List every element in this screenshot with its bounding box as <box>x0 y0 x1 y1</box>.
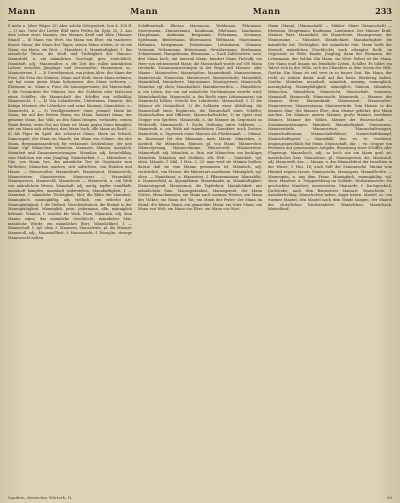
left-headword: Mann <box>8 6 36 16</box>
right-headword: Mann <box>252 6 281 16</box>
footer-source: Sanders, deutsches Wörterb. II. <box>8 495 73 500</box>
right-column-text: Mann (Mann), (Mannschaft) — Mäkler: Mann (Mannschaft) — Ehemann, Hauptmann, Kaufmann, Landmann. Der Männer Kraft, Mannes Wort. Mannsbild; die Mannsleute; Mannsperson; der Mannsname. — Mannheit, Männlichkeit, Mannhaftigkeit: die männliche Art, Tüchtigkeit, der männliche Mut. Mann heißt der Mensch männlichen Geschlechts nach erlangter Reife, im Gegensatz zu Weib, Knabe, Jüngling; dann der Ehemann, der Lehnsmann, der Soldat. Ein Mann, ein Wort. Selbst ist der Mann. Der Mann muß hinaus ins feindliche Leben. Schiller. Es bildet ein Talent sich in der Stille, sich ein Charakter in dem Strom der Welt. Goethe. Ein Mann ist viel wert in so teurer Zeit. Ein Mann, der recht zu wirken denkt, muß auf das beste Werkzeug halten. Goethe. Mannbar, mannhaft, männlich, mannig, mannigfach, mannigfaltig, Mannigfaltigkeit, männiglich, Männin, Männlein, Männchen, Mannlehen, Mannrecht, Mannschaft, Mannsen, Mannstoll, Mannsvolk, Mannszucht, Mannweib. — Mannes: des Mannes Herz; Manneskraft; Mannesmut; Mannesalter; Mannestreue; Mannesstamm; Manneswürde. Vom Manne: in des Mannes Sinn; des Mannes Ehre; dem Manne gebührt; den Mann machen. Die Männer: unsere Männer, große Männer, berühmte Männer, Männer des Volkes, Männer der Wissenschaft. — Zusammensetzungen: Mannheit, Mannhaftigkeit, Mannesmut, Manneswürde, Mannestreue; Mannschaftswagen; Mannschaftsraum; Mannschaftsführer; Mannschaftskampf; Mannschaftsgeist. — Mannsbild, das; -es, -er: veraltend, umgangssprachlich für Mann. Mannschaft, die; -, -en: Gruppe von Personen mit gemeinsamer Aufgabe, Besatzung eines Schiffes oder Flugzeugs. Mannshoch, adj.: so hoch wie ein Mann groß ist; mannshohes Gras. Mannsleute, pl.; Mannsperson, die; Mannstoll, adj. Mannweib, das. — Manna, n. das Himmelsbrot der Israeliten in der Wüste; 2 Mos. 16; auch Saft der Mannaesche. Manna vom Himmel regnen lassen. Mannaesche, Mannagras, Mannaflechte. — Mannequin, n. aus dem Franz. Mannigfach, mannigfaltig, vgl. oben. Manöver, n. Truppenübung im Gelände; Herbstmanöver; ein geschicktes Manöver; manövrieren. Mansarde, f. Dachgeschoß, Dachstube; nach dem Baumeister Mansart. Manschette, f. Ärmelaufschlag; Manschetten haben, Angst haben. Mantel, m.: ein warmer Mantel; den Mantel nach dem Winde hängen; der Mantel der christlichen Nächstenliebe; Mäntelchen, Mantelsack, Manteltarif. <box>268 24 392 212</box>
middle-column <box>138 24 262 494</box>
center-headword: Mann <box>130 6 159 16</box>
right-column <box>268 24 392 494</box>
text-columns <box>8 24 392 494</box>
page-number: 233 <box>375 6 392 16</box>
middle-column-text: Schifferschaft. Ebenso Marsmann, Waldmann, Fährmann, Steuermann, Zimmermann, Kaufmann, Edelmann, Landmann, Hauptmann, Amtmann, Bergmann, Fuhrmann, Seemann, Spielmann, Biedermann, Ehrenmann, Weltmann, Staatsmann, Hofmann, Kriegsmann, Dienstmann, Lehnsmann, Obmann, Vormann, Nebenmann, Hintermann, Gewährsmann, Strohmann, Schneemann, Hampelmann, Blaumann. — Nach Zahlwörtern: zwei, drei Mann hoch; mit tausend Mann; hundert Mann Fußvolk; ein Heer von zehntausend Mann; die Mannschaft wurde auf 500 Mann verstärkt. Zusammensetzungen in der Regel mit Mannes- oder Manns-: Mannesehre, Mannesjahre, Manneskraft, Mannesstamm, Mannesstolz, Mannestat, Manneswort, Manneswürde; Mannsbild, Mannskleid, Mannsleute, Mannsname, Mannsperson, Mannsvolk. Mannbar, vgl. oben; Mannbarkeit, Mannbarwerden. — Mannlehen, n. ein Lehen, das nur auf männliche Nachkommen vererbt wird; Mannlehnsfolge. Mannrecht, n. das Recht eines Lehnsmannes; ein Mannrecht halten, Gericht der Lehnsleute. Mannschaft, f. 1) die Männer als Gesamtheit; 2) die Soldaten einer Abteilung: die Mannschaft eines Regiments, die Mannschaft eines Schiffes; Mannschaften und Offiziere; Mannschaftsstube; 3) im Sport eine Gruppe von Spielern. Mannsvolk, n. die Männer im Gegensatz zu Weibsvolk. Mannszucht, f. Zucht, Ordnung unter Soldaten. — Mannweib, n. ein Weib mit männlichem Charakter; auch Zwitter. Mannwerk, n. Tagewerk eines Mannes als Flächenmaß. — Männe, m. Kosename für den Ehemann; mein Männe. Männeken, n. niederd. für Männchen. Männer, pl. von Mann; Männerchor, Männergesang, Männerstimme, Männerwelt, Männertreue. Männerhaft, adj. Männlein, n. Dim. wie Männchen: ein buckliges Männlein; Männlein und Weiblein, alle Welt. — Mannheit, vgl. oben. Männin, f. bibl. 1 Mos. 2, 23: man wird sie Männin heißen, darum daß sie vom Manne genommen ist. Männisch, adj. verächtlich, von Frauen, die Männerart annehmen. Männiglich, vgl. oben. — Mannkraut, n. Mannstreu, f. Pflanzennamen; Mannsblut, n. Mannsschild, m. Alpenpflanze. Mannsknabe, m. Mannhaftigkeit, Mannestugend, Mannesmut, die Tapferkeit; Mannlichkeit, mit männlichem Sinn. Mannsgedanken, Mannsgemüt; der Mann Gottes; Menschensohn; ein Mann nach meinem Herzen; ein Mann des Volkes; ein Mann der Tat; ein Mann der Feder; der Mann im Mond; der kleine Mann; ein gemachter Mann; ein toter Mann; ein Mann von Welt; ein Mann von Ehre; ein Mann von Wort. <box>138 24 262 212</box>
left-column-text: ß mehr a. Jahre Wäger 25) Aber solche Gelegenheit, bon S. 100 ff. — 2) Aus. Geist der Lieder, Bild eines Feldes fin. Spät, 25, 2. Aus dem Leben eines Mannes; des Mannes Kraft und Ehre (Mannes Stand) — 8) Mann von Wort, ein Mann von Ehre; ein wackerer, braver Mann; der Mann des Tages; seinen Mann stehen; er ist ein Mann; ein Mann, ein Wort — Mannheit, f.; Mannhaftigkeit, f.: das männliche Wesen, die Kraft und Tüchtigkeit des Mannes; Mannsbild, n. ein männliches Geschöpf, gew. verächtlich. Mannhaft, adj.; Mannesalter, n. die Zeit des vollen männlichen Lebens zwischen Jünglings- und Greisenalter; Mannesmut, m.; Mannestreue, f. — 3) Unverheiratet, von jedem Alter: der Mann der Frau; die Frau des Mannes; Mann und Weib; einen Mann nehmen; sie hat einen guten Mann bekommen; den Mann verlieren — Ehemann, m.: Mann u. Frau; die Mannspersonen; die Mannschaft, f. die Gesamtheit der Männer, bes. der Soldaten oder Matrosen eines Schiffes; die Mannschaft des Schiffes war vollzählig; Mannszucht, f. — 4) Von Lehnsleuten, Untertanen, Dienern: des Königs Mannen; der Lehnsherr und seine Mannen; Mannlehen, n.; Mannrecht, n. — 5) Verallgemeinert: einer, jemand: Mann für Mann; bis auf den letzten Mann; ein Mann, hundert Mann; der gemeine Mann, das Volk; an den Mann bringen, verkaufen; seinen Mann finden; wenn Not am Mann ist; Mann gegen Mann kämpfen; wie ein Mann sich erheben; drei Mann hoch; alle Mann an Bord! — 6) Als Figur im Spiel: der schwarze Mann; Mann im Schach, Damenspiel; der Mann im Monde; ein Mann von Schnee; der alte Mann, Bergmannsausdruck für verlassene Grubenbaue; der tote Mann. Vgl. Männchen, Männlein, Mannsen, Männer, männlich, Mannheit und Zusammensetzungen. Mannbar, adj. heiratsfähig, vom Mädchen wie vom Jüngling; Mannbarkeit, f. — Männchen, n. Dim. von Mann; bes. das männliche Tier im Gegensatz zum Weibchen; Männchen machen, sich aufrichten, von Hunden und Hasen. — Mannesalter, Manneskraft, Mannesmut, Mannesstolz, Mannestreue, Mannesweise, Mannewort — Mannsbild, Mannsperson, Mannsvolk, Mannsleute — Mannweib, n. ein Weib von männlichem Wesen. Mannhaft, adj. mutig, tapfer, standhaft; mannhaft kämpfen, mannhaft widerstehen; Mannhaftigkeit, f. — Mannheit, f. männliche Tüchtigkeit, Mut; die Blüte der Mannheit. Mannigfach, mannigfaltig, adj. vielfach, von vielerlei Art; Mannigfaltigkeit, f. die Vielheit, Verschiedenheit; die Einheit in der Mannigfaltigkeit. Männiglich, pron. jedermann, alle; männiglich bekannt. Männin, f. veraltet für Weib, Frau. Männlich, adj. dem Manne eigen; das männliche Geschlecht; männlicher Mut, männliche Würde; ein männliches Wort; Männlichkeit, f. — Mannschaft, f. vgl. oben 3. Mannsen, Mannsleute, pl. die Männer. Mannstoll, adj.; Mannstollheit, f. Mannszucht, f. Disziplin; strenge Mannszucht halten. <box>8 24 132 240</box>
page-footer <box>8 495 392 500</box>
left-column <box>8 24 132 494</box>
footer-signature: 30 <box>386 495 392 500</box>
page-header <box>8 6 392 21</box>
